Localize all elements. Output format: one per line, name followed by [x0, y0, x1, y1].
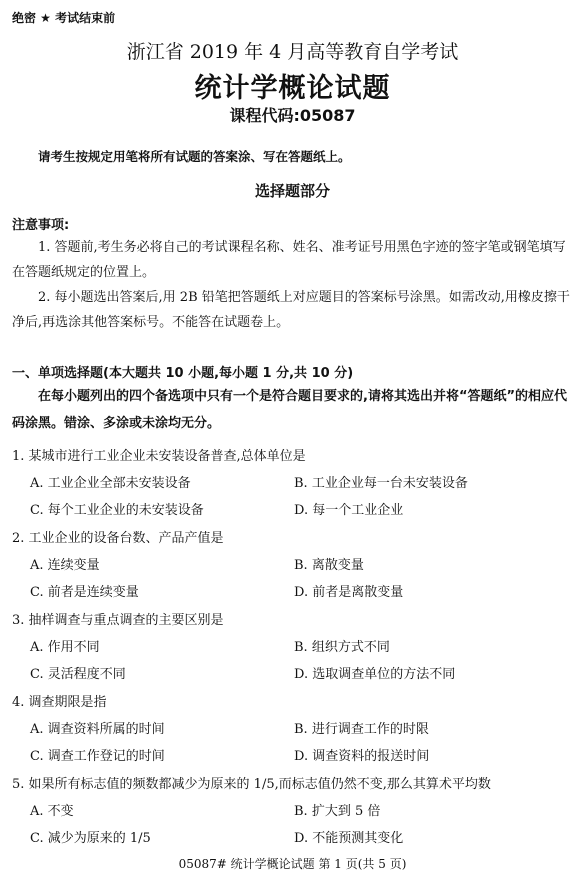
question-option: A. 连续变量: [30, 558, 100, 573]
question-option: B. 进行调查工作的时限: [294, 722, 429, 737]
question-option: B. 工业企业每一台未安装设备: [294, 476, 468, 491]
question-option: A. 调查资料所属的时间: [30, 722, 165, 737]
notes-heading: 注意事项:: [12, 218, 70, 233]
exam-title: 浙江省 2019 年 4 月高等教育自学考试: [126, 41, 459, 63]
question-option: D. 选取调查单位的方法不同: [294, 667, 456, 682]
question-option: D. 前者是离散变量: [294, 585, 404, 600]
subject-title: 统计学概论试题: [194, 73, 391, 104]
answer-instruction: 请考生按规定用笔将所有试题的答案涂、写在答题纸上。: [38, 149, 351, 164]
question-option: C. 灵活程度不同: [30, 667, 126, 682]
question-stem: 1. 某城市进行工业企业未安装设备普查,总体单位是: [12, 449, 306, 464]
question-stem: 2. 工业企业的设备台数、产品产值是: [12, 531, 224, 546]
section-heading: 一、单项选择题(本大题共 10 小题,每小题 1 分,共 10 分): [12, 366, 354, 381]
section-description: 在每小题列出的四个备选项中只有一个是符合题目要求的,请将其选出并将“答题纸”的相应代码涂黑。错涂、多涂或未涂均无分。: [12, 389, 568, 431]
page-footer: 05087# 统计学概论试题 第 1 页(共 5 页): [178, 857, 407, 871]
question-option: A. 工业企业全部未安装设备: [30, 476, 191, 491]
question-stem: 4. 调查期限是指: [12, 695, 107, 710]
part-title: 选择题部分: [254, 182, 330, 200]
question-option: B. 扩大到 5 倍: [294, 804, 381, 819]
question-option: B. 离散变量: [294, 558, 364, 573]
question-option: A. 不变: [30, 804, 74, 819]
question-option: C. 调查工作登记的时间: [30, 749, 165, 764]
note-item: 1. 答题前,考生务必将自己的考试课程名称、姓名、准考证号用黑色字迹的签字笔或钢笔填写在答题纸规定的位置上。: [12, 240, 566, 280]
question-option: C. 前者是连续变量: [30, 585, 139, 600]
question-option: A. 作用不同: [30, 640, 100, 655]
question-stem: 5. 如果所有标志值的频数都减少为原来的 1/5,而标志值仍然不变,那么其算术平均数: [12, 777, 491, 792]
question-option: B. 组织方式不同: [294, 640, 390, 655]
notes-list: [12, 235, 574, 335]
question-option: C. 每个工业企业的未安装设备: [30, 503, 204, 518]
question-stem: 3. 抽样调查与重点调查的主要区别是: [12, 613, 224, 628]
course-code: 课程代码:05087: [229, 106, 356, 125]
question-option: C. 减少为原来的 1/5: [30, 831, 151, 846]
question-option: D. 每一个工业企业: [294, 503, 404, 518]
question-option: D. 调查资料的报送时间: [294, 749, 430, 764]
note-item: 2. 每小题选出答案后,用 2B 铅笔把答题纸上对应题目的答案标号涂黑。如需改动,用橡皮擦干净后,再选涂其他答案标号。不能答在试题卷上。: [12, 290, 570, 330]
confidential-label: 绝密 ★ 考试结束前: [12, 11, 116, 25]
question-option: D. 不能预测其变化: [294, 831, 404, 846]
